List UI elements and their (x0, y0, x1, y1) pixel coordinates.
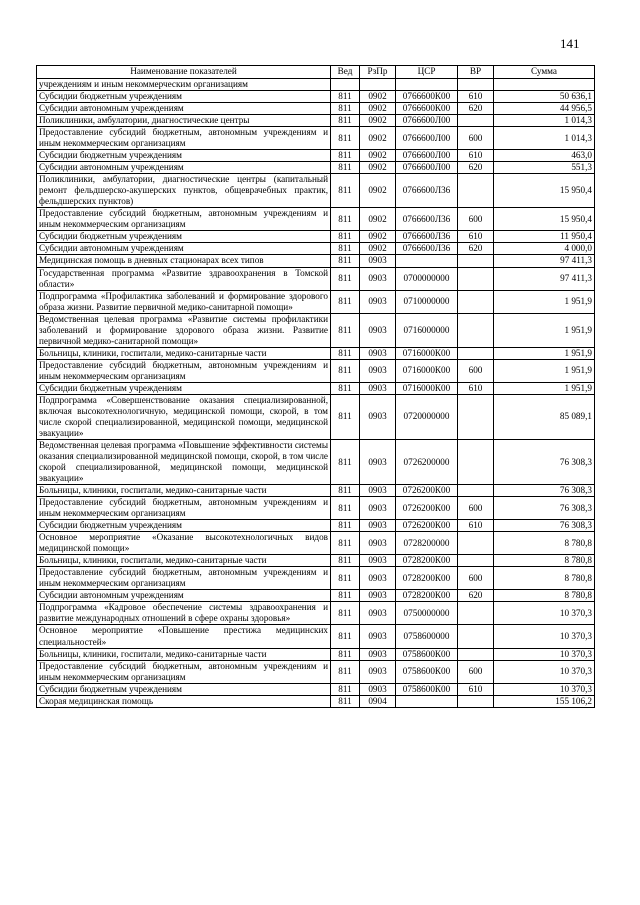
row-vr: 610 (458, 382, 494, 394)
row-rzpr: 0902 (360, 162, 396, 174)
row-ved: 811 (331, 243, 360, 255)
row-csr: 0750000000 (396, 602, 458, 625)
row-rzpr: 0902 (360, 150, 396, 162)
row-csr: 0726200К00 (396, 497, 458, 520)
row-sum: 44 956,5 (494, 103, 595, 115)
row-sum: 155 106,2 (494, 695, 595, 707)
row-ved: 811 (331, 567, 360, 590)
row-vr (458, 394, 494, 439)
row-sum: 10 370,3 (494, 625, 595, 648)
row-vr (458, 174, 494, 208)
row-csr: 0728200К00 (396, 555, 458, 567)
row-name: Подпрограмма «Кадровое обеспечение системы здравоохранения и развитие международных отношений в сфере охраны здоровья» (37, 602, 331, 625)
table-row (37, 520, 595, 532)
row-vr: 610 (458, 150, 494, 162)
row-ved: 811 (331, 150, 360, 162)
row-name: Предоставление субсидий бюджетным, автономным учреждениям и иным некоммерческим организациям (37, 127, 331, 150)
table-row (37, 79, 595, 91)
row-rzpr: 0903 (360, 485, 396, 497)
row-ved: 811 (331, 127, 360, 150)
table-row (37, 660, 595, 683)
row-ved: 811 (331, 359, 360, 382)
table-row (37, 590, 595, 602)
table-row (37, 208, 595, 231)
row-sum: 8 780,8 (494, 532, 595, 555)
row-rzpr: 0903 (360, 683, 396, 695)
row-sum (494, 79, 595, 91)
row-ved: 811 (331, 162, 360, 174)
row-vr (458, 255, 494, 267)
row-sum: 76 308,3 (494, 439, 595, 484)
row-sum: 463,0 (494, 150, 595, 162)
row-ved: 811 (331, 648, 360, 660)
row-vr: 600 (458, 208, 494, 231)
row-rzpr: 0903 (360, 497, 396, 520)
column-header-ved: Вед (331, 66, 360, 79)
row-sum: 1 951,9 (494, 290, 595, 313)
row-name: Субсидии автономным учреждениям (37, 103, 331, 115)
row-name: Поликлиники, амбулатории, диагностические центры (37, 115, 331, 127)
row-rzpr: 0903 (360, 520, 396, 532)
row-vr: 620 (458, 162, 494, 174)
row-name: Больницы, клиники, госпитали, медико-санитарные части (37, 555, 331, 567)
row-vr: 610 (458, 520, 494, 532)
row-rzpr: 0903 (360, 290, 396, 313)
row-rzpr: 0902 (360, 208, 396, 231)
row-vr (458, 267, 494, 290)
row-csr: 0726200К00 (396, 520, 458, 532)
row-csr: 0700000000 (396, 267, 458, 290)
row-name: Предоставление субсидий бюджетным, автономным учреждениям и иным некоммерческим организациям (37, 567, 331, 590)
row-csr (396, 695, 458, 707)
row-rzpr: 0903 (360, 602, 396, 625)
row-csr: 0766600К00 (396, 91, 458, 103)
row-ved (331, 79, 360, 91)
table-row (37, 683, 595, 695)
row-sum: 11 950,4 (494, 231, 595, 243)
column-header-name: Наименование показателей (37, 66, 331, 79)
row-name: Субсидии бюджетным учреждениям (37, 231, 331, 243)
row-csr: 0728200К00 (396, 567, 458, 590)
table-row (37, 555, 595, 567)
table-row (37, 648, 595, 660)
row-csr: 0758600000 (396, 625, 458, 648)
row-ved: 811 (331, 347, 360, 359)
page-number: 141 (560, 36, 580, 51)
row-vr: 620 (458, 243, 494, 255)
row-sum: 4 000,0 (494, 243, 595, 255)
row-ved: 811 (331, 520, 360, 532)
row-name: Основное мероприятие «Повышение престижа медицинских специальностей» (37, 625, 331, 648)
row-sum: 76 308,3 (494, 485, 595, 497)
row-ved: 811 (331, 267, 360, 290)
table-row (37, 243, 595, 255)
table-row (37, 347, 595, 359)
row-vr (458, 555, 494, 567)
row-rzpr: 0902 (360, 243, 396, 255)
row-vr (458, 485, 494, 497)
table-row (37, 267, 595, 290)
row-sum: 97 411,3 (494, 255, 595, 267)
row-csr (396, 79, 458, 91)
row-rzpr: 0903 (360, 255, 396, 267)
row-rzpr: 0903 (360, 347, 396, 359)
row-sum: 85 089,1 (494, 394, 595, 439)
row-name: Больницы, клиники, госпитали, медико-санитарные части (37, 648, 331, 660)
row-vr: 600 (458, 497, 494, 520)
row-csr: 0758600К00 (396, 660, 458, 683)
table-row (37, 174, 595, 208)
row-sum: 1 014,3 (494, 115, 595, 127)
row-vr (458, 290, 494, 313)
row-rzpr: 0902 (360, 127, 396, 150)
row-csr: 0720000000 (396, 394, 458, 439)
row-vr: 620 (458, 590, 494, 602)
row-rzpr: 0902 (360, 91, 396, 103)
table-row (37, 567, 595, 590)
row-rzpr: 0903 (360, 532, 396, 555)
row-name: учреждениям и иным некоммерческим организациям (37, 79, 331, 91)
row-rzpr: 0903 (360, 313, 396, 347)
column-header-csr: ЦСР (396, 66, 458, 79)
row-vr: 610 (458, 231, 494, 243)
table-header-row (37, 66, 595, 79)
row-csr: 0766600Л00 (396, 127, 458, 150)
row-sum: 15 950,4 (494, 174, 595, 208)
row-vr (458, 625, 494, 648)
row-sum: 1 014,3 (494, 127, 595, 150)
row-vr (458, 79, 494, 91)
row-vr: 600 (458, 660, 494, 683)
table-row (37, 103, 595, 115)
row-sum: 1 951,9 (494, 382, 595, 394)
row-name: Подпрограмма «Совершенствование оказания специализированной, включая высокотехнологичную, медицинской помощи, скорой, в том числе скорой специализированной, медицинской помощи, медицинской эвакуации» (37, 394, 331, 439)
row-ved: 811 (331, 602, 360, 625)
table-row (37, 497, 595, 520)
row-ved: 811 (331, 103, 360, 115)
row-ved: 811 (331, 555, 360, 567)
row-csr: 0758600К00 (396, 683, 458, 695)
row-rzpr: 0902 (360, 115, 396, 127)
row-rzpr: 0903 (360, 567, 396, 590)
table-row (37, 439, 595, 484)
row-ved: 811 (331, 290, 360, 313)
row-rzpr: 0903 (360, 267, 396, 290)
row-vr (458, 602, 494, 625)
row-rzpr: 0903 (360, 648, 396, 660)
row-ved: 811 (331, 590, 360, 602)
row-vr (458, 532, 494, 555)
row-ved: 811 (331, 497, 360, 520)
row-sum: 10 370,3 (494, 602, 595, 625)
table-row (37, 313, 595, 347)
row-csr: 0716000К00 (396, 382, 458, 394)
row-rzpr: 0903 (360, 660, 396, 683)
row-name: Субсидии бюджетным учреждениям (37, 91, 331, 103)
row-sum: 8 780,8 (494, 567, 595, 590)
row-rzpr: 0903 (360, 439, 396, 484)
row-sum: 50 636,1 (494, 91, 595, 103)
row-ved: 811 (331, 231, 360, 243)
row-sum: 8 780,8 (494, 590, 595, 602)
row-csr: 0766600Л00 (396, 150, 458, 162)
row-sum: 76 308,3 (494, 520, 595, 532)
column-header-vr: ВР (458, 66, 494, 79)
table-row (37, 382, 595, 394)
row-csr: 0766600Л36 (396, 243, 458, 255)
row-vr: 610 (458, 683, 494, 695)
row-rzpr: 0902 (360, 231, 396, 243)
row-name: Медицинская помощь в дневных стационарах всех типов (37, 255, 331, 267)
row-ved: 811 (331, 439, 360, 484)
row-rzpr: 0903 (360, 555, 396, 567)
row-csr: 0766600Л00 (396, 115, 458, 127)
column-header-rzpr: РзПр (360, 66, 396, 79)
row-csr: 0726200000 (396, 439, 458, 484)
row-rzpr: 0903 (360, 394, 396, 439)
row-rzpr: 0903 (360, 359, 396, 382)
row-rzpr: 0902 (360, 103, 396, 115)
table-row (37, 290, 595, 313)
row-name: Подпрограмма «Профилактика заболеваний и формирование здорового образа жизни. Развитие первичной медико-санитарной помощи» (37, 290, 331, 313)
row-vr (458, 695, 494, 707)
table-row (37, 394, 595, 439)
row-vr (458, 648, 494, 660)
row-csr: 0728200000 (396, 532, 458, 555)
table-row (37, 695, 595, 707)
row-rzpr: 0902 (360, 174, 396, 208)
row-name: Больницы, клиники, госпитали, медико-санитарные части (37, 347, 331, 359)
row-vr (458, 313, 494, 347)
row-csr: 0766600Л00 (396, 162, 458, 174)
row-name: Субсидии бюджетным учреждениям (37, 683, 331, 695)
table-row (37, 150, 595, 162)
row-name: Предоставление субсидий бюджетным, автономным учреждениям и иным некоммерческим организациям (37, 208, 331, 231)
row-name: Субсидии автономным учреждениям (37, 243, 331, 255)
row-sum: 15 950,4 (494, 208, 595, 231)
row-sum: 76 308,3 (494, 497, 595, 520)
row-vr (458, 115, 494, 127)
table-body (37, 79, 595, 708)
row-sum: 10 370,3 (494, 660, 595, 683)
row-sum: 1 951,9 (494, 313, 595, 347)
row-ved: 811 (331, 485, 360, 497)
row-rzpr: 0903 (360, 590, 396, 602)
row-ved: 811 (331, 313, 360, 347)
row-name: Субсидии бюджетным учреждениям (37, 520, 331, 532)
row-csr: 0766600Л36 (396, 231, 458, 243)
budget-table (36, 65, 595, 708)
row-csr: 0766600Л36 (396, 208, 458, 231)
row-name: Субсидии бюджетным учреждениям (37, 382, 331, 394)
row-vr (458, 347, 494, 359)
row-csr: 0728200К00 (396, 590, 458, 602)
table-row (37, 91, 595, 103)
row-ved: 811 (331, 115, 360, 127)
row-ved: 811 (331, 208, 360, 231)
table-row (37, 532, 595, 555)
row-sum: 10 370,3 (494, 683, 595, 695)
row-name: Основное мероприятие «Оказание высокотехнологичных видов медицинской помощи» (37, 532, 331, 555)
table-row (37, 602, 595, 625)
row-ved: 811 (331, 660, 360, 683)
row-ved: 811 (331, 683, 360, 695)
row-name: Ведомственная целевая программа «Развитие системы профилактики заболеваний и формирование здорового образа жизни. Развитие первичной медико-санитарной помощи» (37, 313, 331, 347)
row-rzpr: 0903 (360, 382, 396, 394)
row-name: Предоставление субсидий бюджетным, автономным учреждениям и иным некоммерческим организациям (37, 660, 331, 683)
row-ved: 811 (331, 91, 360, 103)
row-name: Субсидии автономным учреждениям (37, 590, 331, 602)
row-name: Скорая медицинская помощь (37, 695, 331, 707)
row-csr: 0716000000 (396, 313, 458, 347)
row-ved: 811 (331, 394, 360, 439)
row-csr: 0766600К00 (396, 103, 458, 115)
row-sum: 8 780,8 (494, 555, 595, 567)
row-ved: 811 (331, 532, 360, 555)
row-csr: 0766600Л36 (396, 174, 458, 208)
row-name: Предоставление субсидий бюджетным, автономным учреждениям и иным некоммерческим организациям (37, 497, 331, 520)
column-header-sum: Сумма (494, 66, 595, 79)
row-rzpr (360, 79, 396, 91)
table-row (37, 127, 595, 150)
table-row (37, 485, 595, 497)
row-csr: 0716000К00 (396, 347, 458, 359)
row-vr: 600 (458, 567, 494, 590)
row-ved: 811 (331, 625, 360, 648)
table-row (37, 231, 595, 243)
table-row (37, 162, 595, 174)
table-row (37, 115, 595, 127)
row-vr: 600 (458, 127, 494, 150)
row-sum: 10 370,3 (494, 648, 595, 660)
row-name: Поликлиники, амбулатории, диагностические центры (капитальный ремонт фельдшерско-акушерских пунктов, общеврачебных практик, фельдшерских пунктов) (37, 174, 331, 208)
row-name: Субсидии бюджетным учреждениям (37, 150, 331, 162)
row-sum: 1 951,9 (494, 359, 595, 382)
row-ved: 811 (331, 382, 360, 394)
row-sum: 97 411,3 (494, 267, 595, 290)
row-vr: 620 (458, 103, 494, 115)
table-row (37, 359, 595, 382)
row-ved: 811 (331, 695, 360, 707)
row-csr: 0726200К00 (396, 485, 458, 497)
row-rzpr: 0903 (360, 625, 396, 648)
row-name: Больницы, клиники, госпитали, медико-санитарные части (37, 485, 331, 497)
row-vr (458, 439, 494, 484)
row-vr: 600 (458, 359, 494, 382)
row-ved: 811 (331, 174, 360, 208)
row-name: Ведомственная целевая программа «Повышение эффективности системы оказания специализированной медицинской помощи, скорой, в том числе скорой специализированной, медицинской помощи, медицинской эвакуации» (37, 439, 331, 484)
row-name: Предоставление субсидий бюджетным, автономным учреждениям и иным некоммерческим организациям (37, 359, 331, 382)
row-csr: 0716000К00 (396, 359, 458, 382)
row-sum: 551,3 (494, 162, 595, 174)
table-row (37, 625, 595, 648)
row-sum: 1 951,9 (494, 347, 595, 359)
row-name: Субсидии автономным учреждениям (37, 162, 331, 174)
row-rzpr: 0904 (360, 695, 396, 707)
row-ved: 811 (331, 255, 360, 267)
row-csr: 0710000000 (396, 290, 458, 313)
row-vr: 610 (458, 91, 494, 103)
table-row (37, 255, 595, 267)
row-name: Государственная программа «Развитие здравоохранения в Томской области» (37, 267, 331, 290)
row-csr (396, 255, 458, 267)
row-csr: 0758600К00 (396, 648, 458, 660)
